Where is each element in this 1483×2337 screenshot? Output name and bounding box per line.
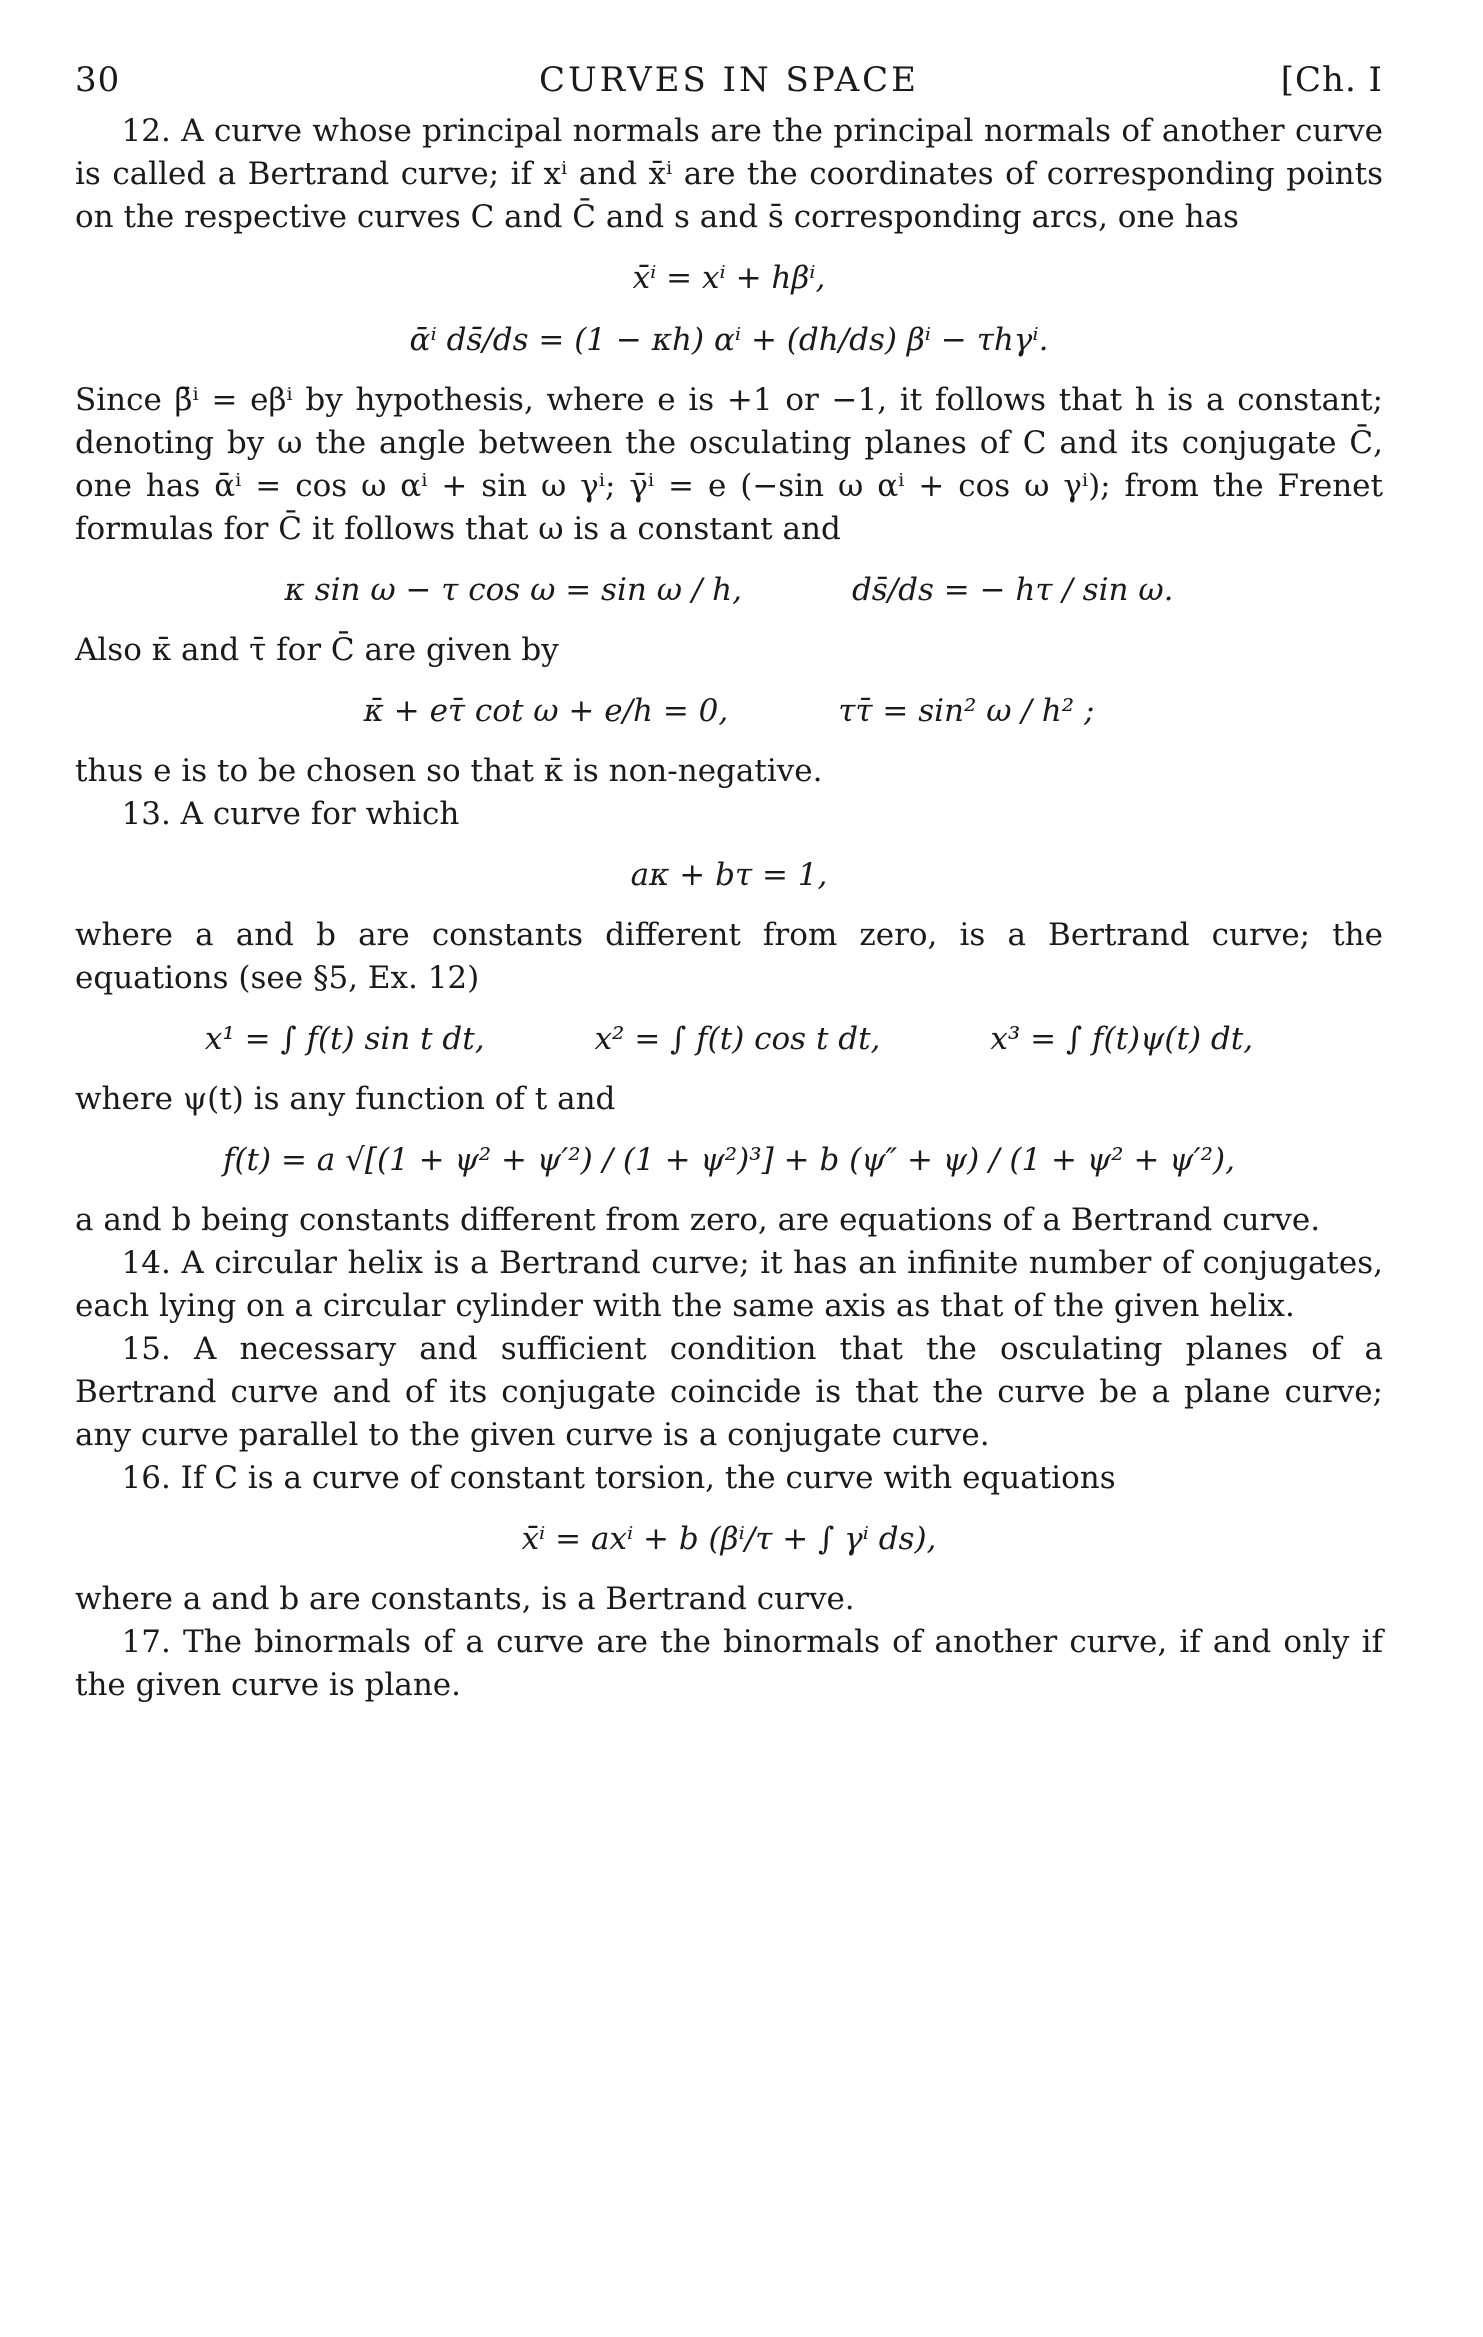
running-title: CURVES IN SPACE (539, 60, 919, 100)
chapter-label: [Ch. I (1280, 60, 1383, 100)
ex15-statement: 15. A necessary and sufficient condition that the osculating planes of a Bertrand curve and of its conjugate coincide is that the curve be a plane curve; any curve parallel to the given curve is a conjugate curve. (75, 1331, 1383, 1453)
ex12-eq4a: κ̄ + eτ̄ cot ω + e/h = 0, (363, 693, 729, 729)
ex12-eq3b: ds̄/ds = − hτ / sin ω. (851, 572, 1174, 608)
exercise-14 (75, 1242, 1383, 1328)
ex12-conclusion: thus e is to be chosen so that κ̄ is non-negative. (75, 753, 823, 789)
ex13-eq2a: x¹ = ∫ f(t) sin t dt, (204, 1021, 485, 1057)
exercise-17 (75, 1621, 1383, 1707)
ex12-eq3 (75, 567, 1383, 613)
ex13-eq1: aκ + bτ = 1, (630, 857, 828, 893)
ex13-eq2 (75, 1016, 1383, 1062)
ex12-eq4b: ττ̄ = sin² ω / h² ; (838, 693, 1095, 729)
exercise-13 (75, 793, 1383, 1242)
ex13-eq2b: x² = ∫ f(t) cos t dt, (594, 1021, 881, 1057)
ex16-conclusion: where a and b are constants, is a Bertrand curve. (75, 1581, 855, 1617)
ex12-eq4 (75, 688, 1383, 734)
ex14-statement: 14. A circular helix is a Bertrand curve; it has an infinite number of conjugates, each lying on a circular cylinder with the same axis as that of the given helix. (75, 1245, 1383, 1324)
ex12-eq3a: κ sin ω − τ cos ω = sin ω / h, (284, 572, 742, 608)
ex13-eq2c: x³ = ∫ f(t)ψ(t) dt, (990, 1021, 1254, 1057)
ex13-psi: where ψ(t) is any function of t and (75, 1081, 616, 1117)
exercise-16 (75, 1457, 1383, 1621)
exercise-15 (75, 1328, 1383, 1457)
ex16-statement: 16. If C is a curve of constant torsion, the curve with equations (121, 1460, 1116, 1496)
ex12-also: Also κ̄ and τ̄ for C̄ are given by (75, 632, 559, 668)
exercise-12 (75, 110, 1383, 793)
ex12-eq1: x̄ⁱ = xⁱ + hβⁱ, (632, 260, 826, 296)
ex16-eq1: x̄ⁱ = axⁱ + b (βⁱ/τ + ∫ γⁱ ds), (521, 1521, 937, 1557)
ex17-statement: 17. The binormals of a curve are the binormals of another curve, if and only if the given curve is plane. (75, 1624, 1383, 1703)
ex12-eq2: ᾱⁱ ds̄/ds = (1 − κh) αⁱ + (dh/ds) βⁱ − τhγⁱ. (409, 322, 1049, 358)
ex13-continuation: where a and b are constants different from zero, is a Bertrand curve; the equations (see §5, Ex. 12) (75, 917, 1383, 996)
ex12-statement: 12. A curve whose principal normals are the principal normals of another curve is called a Bertrand curve; if xⁱ and x̄ⁱ are the coordinates of corresponding points on the respective curves C and C̄ and s and s̄ corresponding arcs, one has (75, 113, 1383, 235)
ex12-continuation: Since β̄ⁱ = eβⁱ by hypothesis, where e is +1 or −1, it follows that h is a constant; denoting by ω the angle between the osculating planes of C and its conjugate C̄, one has ᾱⁱ = cos ω αⁱ + sin ω γⁱ; γ̄ⁱ = e (−sin ω αⁱ + cos ω γⁱ); from the Frenet formulas for C̄ it follows that ω is a constant and (75, 382, 1383, 547)
running-header (75, 60, 1383, 110)
page-number: 30 (75, 60, 121, 100)
page (75, 60, 1383, 1707)
ex13-conclusion: a and b being constants different from zero, are equations of a Bertrand curve. (75, 1202, 1321, 1238)
ex13-statement: 13. A curve for which (121, 796, 460, 832)
ex13-eq3: f(t) = a √[(1 + ψ² + ψ′²) / (1 + ψ²)³] + b (ψ″ + ψ) / (1 + ψ² + ψ′²), (222, 1142, 1236, 1178)
